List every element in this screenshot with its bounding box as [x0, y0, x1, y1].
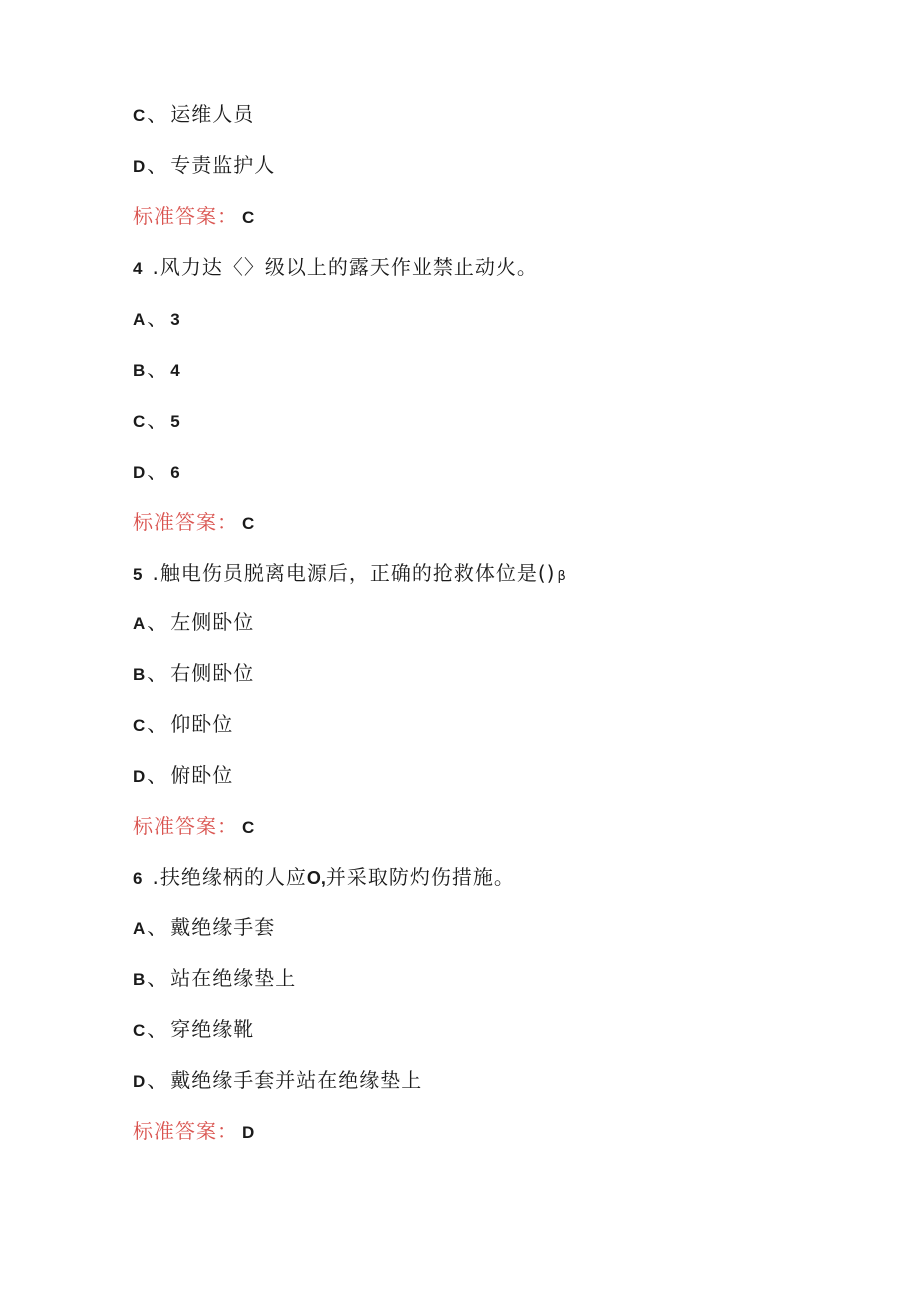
answer-label: 标准答案： [133, 1119, 238, 1143]
option-sep: 、 [147, 357, 169, 381]
option-letter: B [133, 361, 146, 380]
option-sep: 、 [147, 763, 169, 787]
option-letter: A [133, 614, 146, 633]
answer-label: 标准答案： [133, 510, 238, 534]
question-tail: β [557, 569, 567, 584]
question-6 [133, 863, 515, 893]
option-text: 俯卧位 [170, 763, 234, 787]
option-letter: A [133, 919, 146, 938]
option-b [133, 964, 296, 994]
option-letter: A [133, 310, 146, 329]
option-sep: 、 [147, 306, 169, 330]
question-text-bold: O, [306, 868, 326, 888]
option-d [133, 761, 233, 791]
question-text: .扶绝缘柄的人应 [152, 865, 307, 889]
option-sep: 、 [147, 610, 169, 634]
option-c [133, 710, 233, 740]
question-text: .风力达〈〉级以上的露天作业禁止动火。 [152, 255, 538, 279]
answer-value: D [242, 1123, 256, 1142]
answer-line [133, 1117, 255, 1147]
question-text: 并采取防灼伤措施。 [325, 865, 515, 889]
option-text: 4 [170, 361, 180, 380]
option-b [133, 355, 180, 385]
option-sep: 、 [147, 102, 169, 126]
option-sep: 、 [147, 661, 169, 685]
option-text: 右侧卧位 [170, 661, 255, 685]
option-letter: D [133, 767, 146, 786]
option-letter: C [133, 716, 146, 735]
option-letter: D [133, 157, 146, 176]
option-c [133, 1015, 254, 1045]
answer-value: C [242, 514, 256, 533]
answer-line [133, 508, 255, 538]
option-sep: 、 [147, 1068, 169, 1092]
option-b [133, 659, 254, 689]
question-number: 6 [133, 869, 143, 888]
option-sep: 、 [147, 408, 169, 432]
option-letter: C [133, 1021, 146, 1040]
answer-label: 标准答案： [133, 814, 238, 838]
option-text: 穿绝缘靴 [170, 1017, 255, 1041]
answer-value: C [242, 208, 256, 227]
option-letter: D [133, 463, 146, 482]
option-sep: 、 [147, 1017, 169, 1041]
answer-label: 标准答案： [133, 204, 238, 228]
question-4 [133, 253, 538, 283]
option-sep: 、 [147, 459, 169, 483]
question-text: .触电伤员脱离电源后，正确的抢救体位是() [152, 561, 556, 585]
option-c [133, 100, 254, 130]
option-c [133, 406, 180, 436]
option-letter: B [133, 970, 146, 989]
option-sep: 、 [147, 915, 169, 939]
option-text: 站在绝缘垫上 [170, 966, 297, 990]
option-sep: 、 [147, 712, 169, 736]
option-text: 左侧卧位 [170, 610, 255, 634]
option-letter: C [133, 106, 146, 125]
option-sep: 、 [147, 153, 169, 177]
option-d [133, 151, 275, 181]
option-text: 5 [170, 412, 180, 431]
question-number: 5 [133, 565, 143, 584]
option-a [133, 913, 275, 943]
option-d [133, 1066, 422, 1096]
option-a [133, 608, 254, 638]
option-letter: B [133, 665, 146, 684]
option-text: 戴绝缘手套并站在绝缘垫上 [170, 1068, 423, 1092]
option-text: 专责监护人 [170, 153, 276, 177]
option-text: 戴绝缘手套 [170, 915, 276, 939]
option-text: 仰卧位 [170, 712, 234, 736]
answer-line [133, 812, 255, 842]
answer-value: C [242, 818, 256, 837]
option-a [133, 304, 180, 334]
option-letter: C [133, 412, 146, 431]
option-d [133, 457, 180, 487]
option-text: 6 [170, 463, 180, 482]
question-5 [133, 559, 567, 591]
question-number: 4 [133, 259, 143, 278]
option-text: 运维人员 [170, 102, 255, 126]
answer-line [133, 202, 255, 232]
option-text: 3 [170, 310, 180, 329]
option-sep: 、 [147, 966, 169, 990]
option-letter: D [133, 1072, 146, 1091]
